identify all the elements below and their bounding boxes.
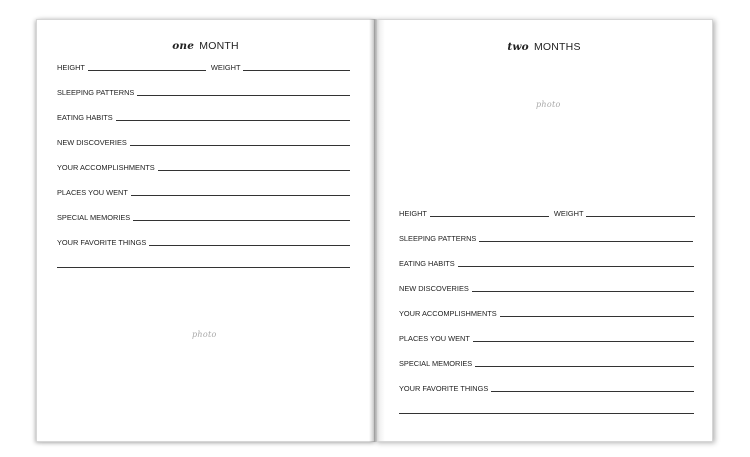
sleeping-label: SLEEPING PATTERNS [399,234,477,243]
extra-line-row [57,258,350,269]
weight-label: WEIGHT [553,209,584,218]
eating-row [399,257,694,268]
title-word: MONTHS [533,41,581,53]
favorites-label: YOUR FAVORITE THINGS [399,384,489,393]
discoveries-row [399,282,694,293]
favorites-field[interactable] [491,391,694,392]
title-script-word: two [507,41,529,53]
sleeping-row [57,86,350,97]
eating-label: EATING HABITS [399,259,455,268]
accomplishments-field[interactable] [158,170,350,171]
memories-field[interactable] [475,366,694,367]
extra-line-field[interactable] [57,267,350,268]
places-label: PLACES YOU WENT [57,188,128,197]
discoveries-field[interactable] [130,145,350,146]
weight-label: WEIGHT [210,63,241,72]
eating-label: EATING HABITS [57,113,113,122]
favorites-label: YOUR FAVORITE THINGS [57,238,147,247]
page-title-one-month [37,40,374,52]
book-spine-shadow [369,19,377,442]
accomplishments-label: YOUR ACCOMPLISHMENTS [399,309,497,318]
title-word: MONTH [199,40,239,52]
places-field[interactable] [131,195,350,196]
accomplishments-label: YOUR ACCOMPLISHMENTS [57,163,155,172]
places-field[interactable] [473,341,694,342]
places-label: PLACES YOU WENT [399,334,470,343]
height-field[interactable] [430,216,549,217]
page-one-month [36,19,375,442]
photo-placeholder: photo [192,330,217,339]
sleeping-field[interactable] [137,95,350,96]
sleeping-row [399,232,693,243]
page-title-two-months [376,41,712,53]
accomplishments-field[interactable] [500,316,694,317]
favorites-field[interactable] [149,245,350,246]
page-two-months [375,19,713,442]
eating-field[interactable] [116,120,350,121]
weight-field[interactable] [586,216,695,217]
memories-label: SPECIAL MEMORIES [57,213,131,222]
height-field[interactable] [88,70,206,71]
weight-field[interactable] [243,70,350,71]
discoveries-label: NEW DISCOVERIES [57,138,127,147]
title-script-word: one [172,40,195,52]
discoveries-label: NEW DISCOVERIES [399,284,469,293]
eating-field[interactable] [458,266,694,267]
favorites-row [399,382,694,393]
accomplishments-row [399,307,694,318]
height-label: HEIGHT [399,209,427,218]
favorites-row [57,236,350,247]
places-row [57,186,350,197]
discoveries-field[interactable] [472,291,694,292]
sleeping-label: SLEEPING PATTERNS [57,88,135,97]
places-row [399,332,694,343]
height-weight-row [399,207,695,218]
height-label: HEIGHT [57,63,85,72]
memories-row [57,211,350,222]
photo-placeholder: photo [536,100,561,109]
height-weight-row [57,61,350,72]
eating-row [57,111,350,122]
discoveries-row [57,136,350,147]
memories-row [399,357,694,368]
sleeping-field[interactable] [479,241,693,242]
accomplishments-row [57,161,350,172]
extra-line-field[interactable] [399,413,694,414]
memories-field[interactable] [133,220,350,221]
memories-label: SPECIAL MEMORIES [399,359,473,368]
extra-line-row [399,404,694,415]
